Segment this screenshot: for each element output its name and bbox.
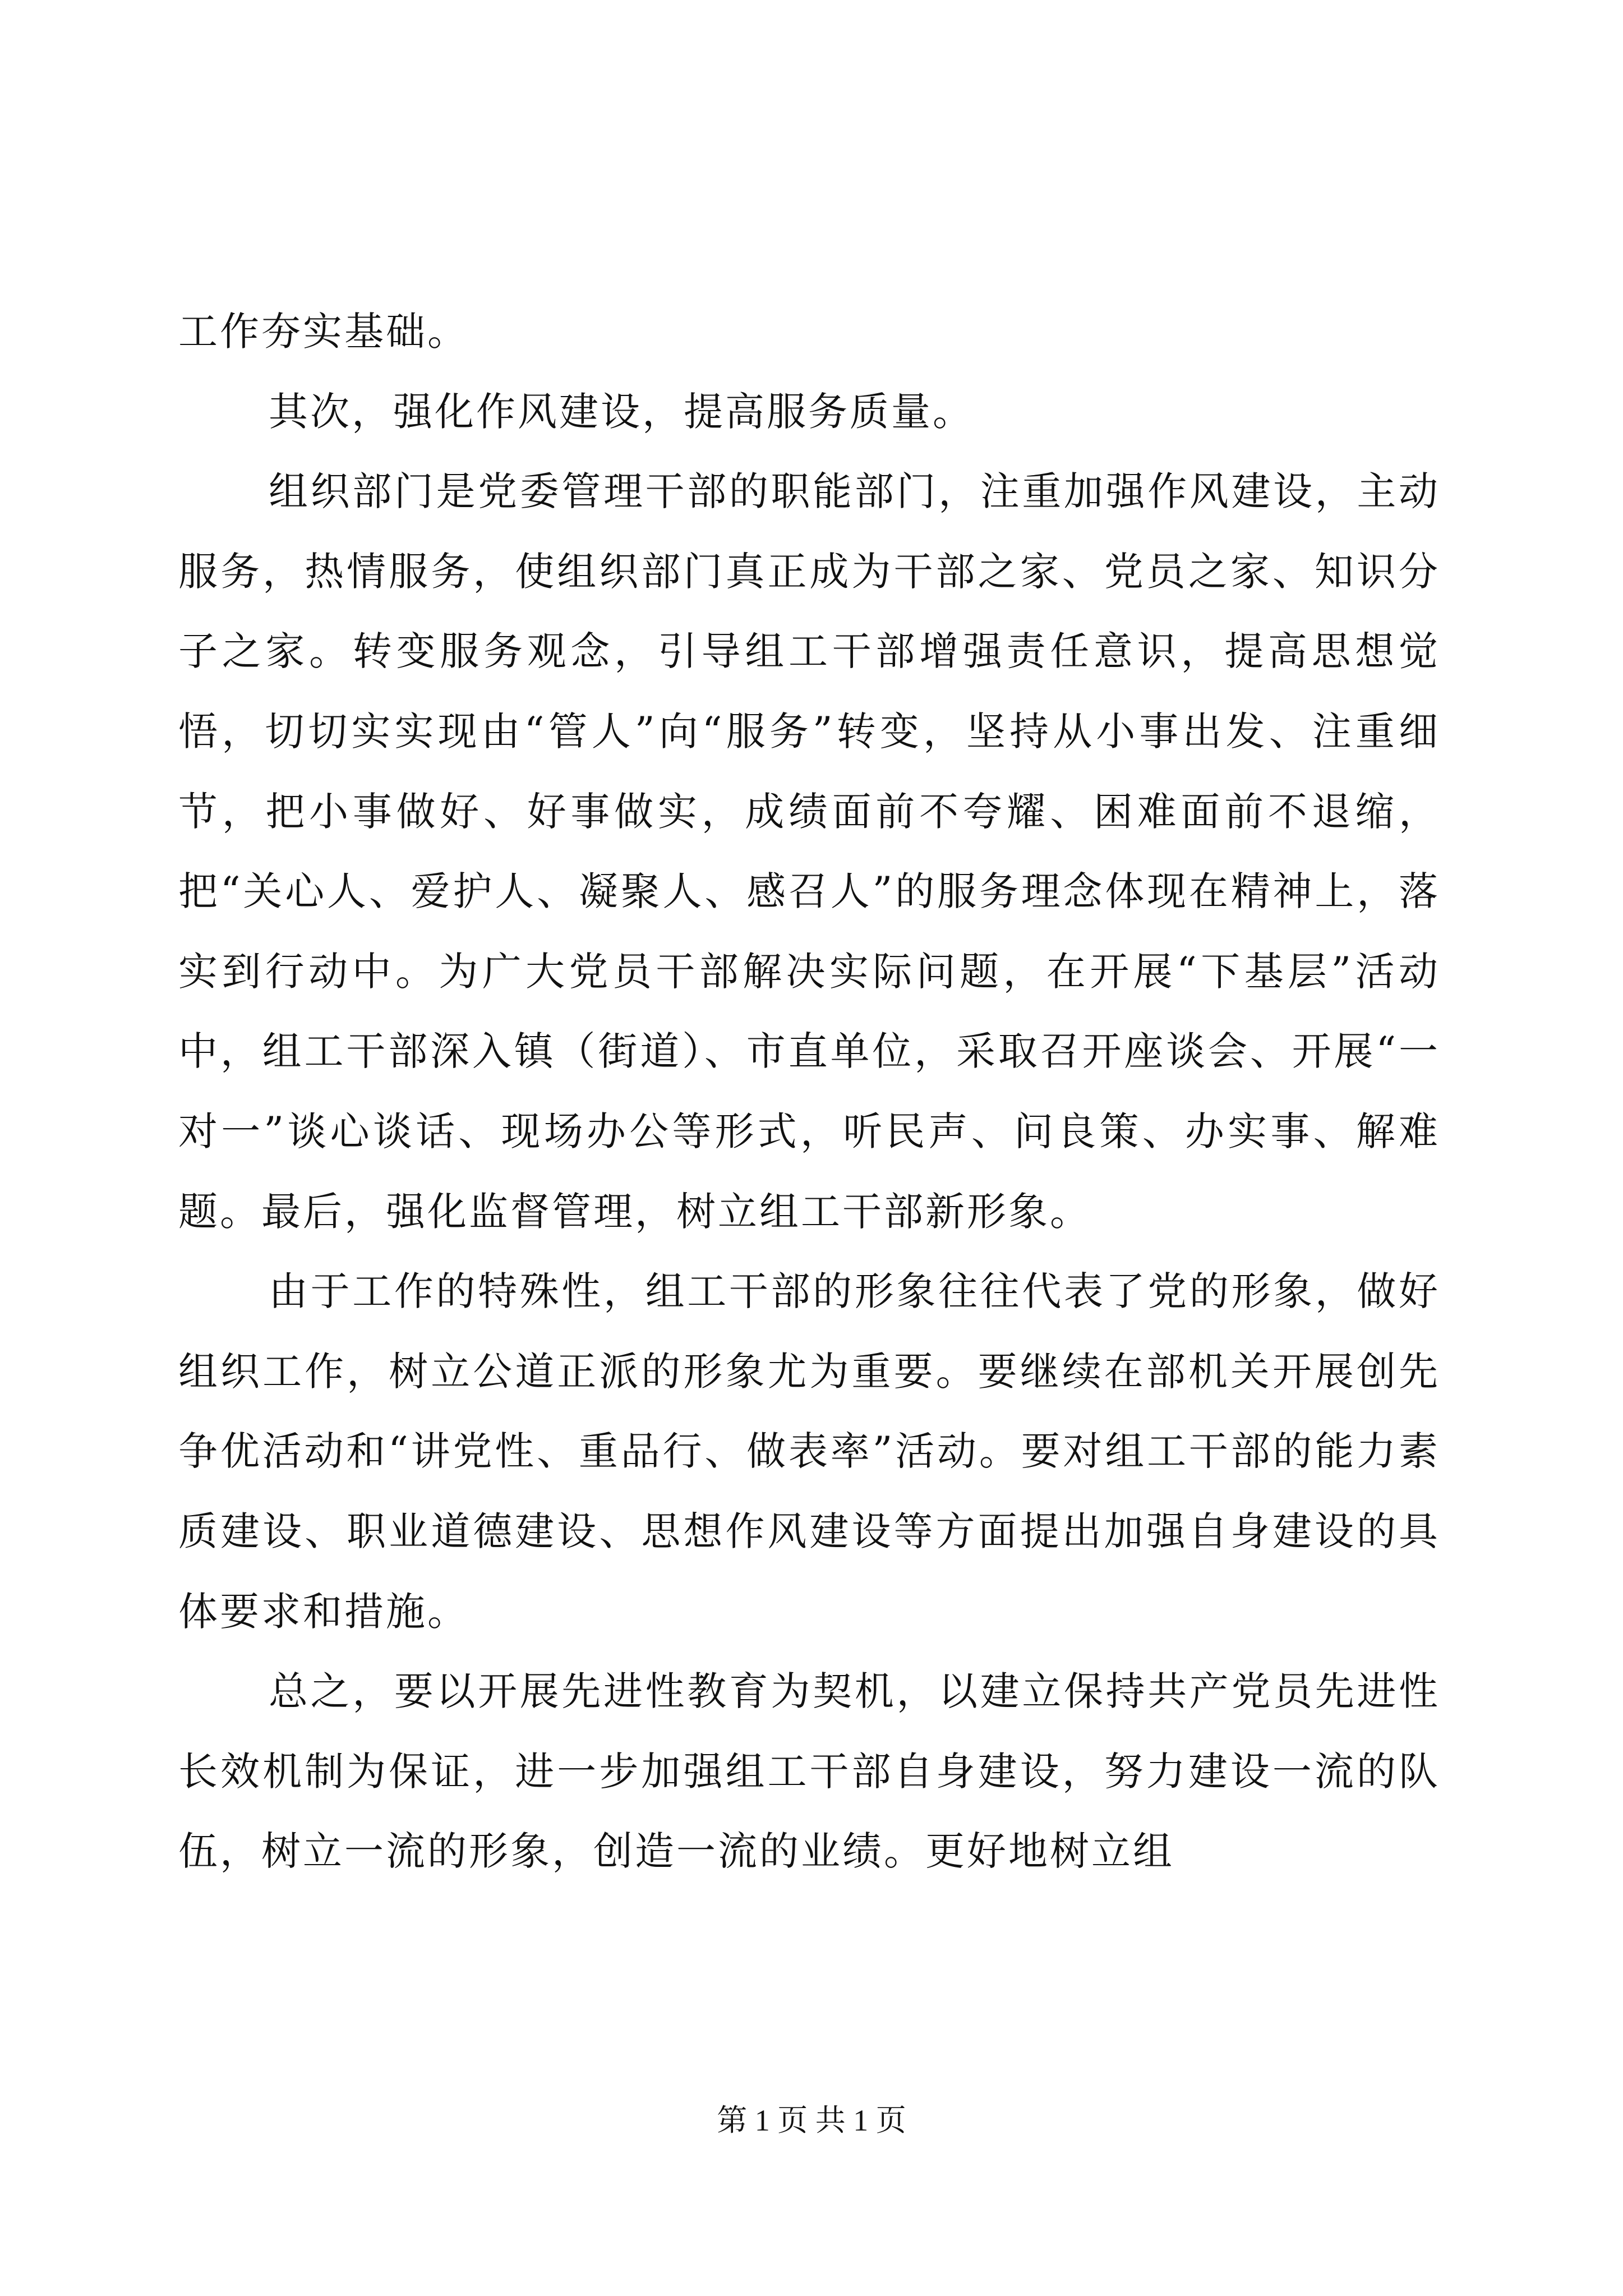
paragraph-2: 其次，强化作风建设，提高服务质量。 — [269, 388, 974, 435]
document-body — [178, 292, 1440, 1892]
paragraph-3: 组织部门是党委管理干部的职能部门，注重加强作风建设，主动服务，热情服务，使组织部门真正成为干部之家、党员之家、知识分子之家。转变服务观念，引导组工干部增强责任意识，提高思想觉悟，切切实实现由“管人”向“服务”转变，坚持从小事出发、注重细节，把小事做好、好事做实，成绩面前不夸耀、困难面前不退缩，把“关心人、爱护人、凝聚人、感召人”的服务理念体现在精神上，落实到行动中。为广大党员干部解决实际问题，在开展“下基层”活动中，组工干部深入镇（街道）、市直单位，采取召开座谈会、开展“一对一”谈心谈话、现场办公等形式，听民声、问良策、办实事、解难题。最后，强化监督管理，树立组工干部新形象。 — [178, 468, 1440, 1235]
paragraph-5: 总之，要以开展先进性教育为契机，以建立保持共产党员先进性长效机制为保证，进一步加强组工干部自身建设，努力建设一流的队伍，树立一流的形象，创造一流的业绩。更好地树立组 — [178, 1668, 1440, 1875]
page-number-footer: 第 1 页 共 1 页 — [717, 2104, 906, 2137]
paragraph-1: 工作夯实基础。 — [178, 309, 469, 355]
paragraph-4: 由于工作的特殊性，组工干部的形象往往代表了党的形象，做好组织工作，树立公道正派的形象尤为重要。要继续在部机关开展创先争优活动和“讲党性、重品行、做表率”活动。要对组工干部的能力素质建设、职业道德建设、思想作风建设等方面提出加强自身建设的具体要求和措施。 — [178, 1268, 1440, 1635]
